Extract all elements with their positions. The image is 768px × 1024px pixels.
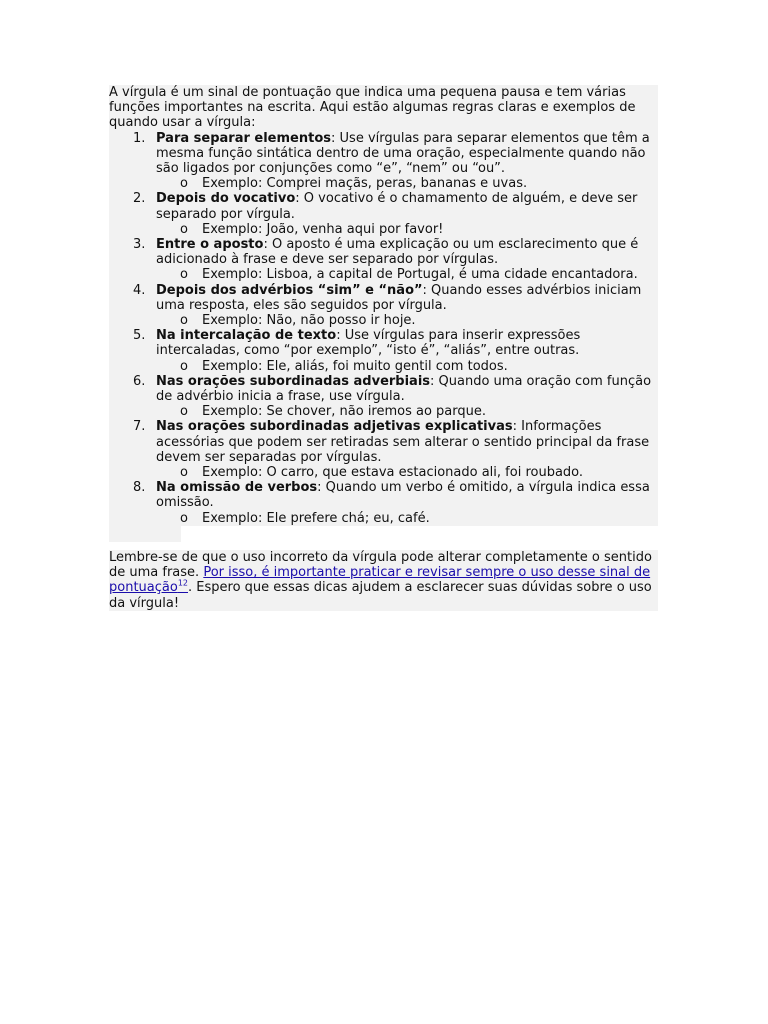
list-item: [109, 237, 658, 283]
rule-text: : Quando uma oração com função de advérbio inicia a frase, use vírgula.: [156, 373, 652, 405]
rule-title: Para separar elementos: [156, 130, 332, 146]
rule-title: Na omissão de verbos: [156, 480, 318, 496]
list-number: 2.: [133, 191, 146, 207]
list-number: 4.: [133, 282, 146, 298]
paragraph-gap: [109, 542, 658, 550]
example-line: [109, 511, 658, 526]
reference-superscript: 12: [177, 578, 189, 588]
bullet-icon: o: [180, 465, 188, 481]
example-text: Exemplo: O carro, que estava estacionado ali, foi roubado.: [202, 465, 584, 481]
example-line: [109, 359, 658, 374]
bullet-icon: o: [180, 313, 188, 329]
rule-title: Nas orações subordinadas adverbiais: [156, 373, 431, 389]
rule-text: : O vocativo é o chamamento de alguém, e deve ser separado por vírgula.: [156, 191, 638, 222]
rule-title: Na intercalação de texto: [156, 328, 337, 344]
example-line: [109, 176, 658, 191]
closing-paragraph: [109, 550, 658, 611]
bullet-icon: o: [180, 358, 188, 374]
bullet-icon: o: [180, 221, 188, 237]
list-item: [109, 419, 658, 480]
list-item: [109, 191, 658, 237]
bullet-icon: o: [180, 176, 188, 192]
intro-paragraph: A vírgula é um sinal de pontuação que indica uma pequena pausa e tem várias funções importantes na escrita. Aqui estão algumas regras claras e exemplos de quando usar a vírgula:: [109, 85, 658, 131]
example-line: [109, 404, 658, 419]
rule-title: Nas orações subordinadas adjetivas explicativas: [156, 419, 513, 435]
example-text: Exemplo: Ele, aliás, foi muito gentil com todos.: [202, 358, 508, 374]
rule-text: : Use vírgulas para separar elementos que têm a mesma função sintática dentro de uma oração, especialmente quando não são ligados por conjunções como “e”, “nem” ou “ou”.: [156, 130, 650, 177]
list-item: [109, 131, 658, 192]
bullet-icon: o: [180, 267, 188, 283]
list-number: 3.: [133, 237, 146, 253]
example-text: Exemplo: Lisboa, a capital de Portugal, é uma cidade encantadora.: [202, 267, 638, 283]
bullet-icon: o: [180, 510, 188, 526]
closing-text-before: Lembre-se de que o uso incorreto da vírgula pode alterar completamente o sentido de uma frase.: [109, 549, 652, 581]
document-body: [109, 85, 658, 611]
reference-link-text: Por isso, é importante praticar e revisar sempre o uso desse sinal de pontuação: [109, 565, 651, 596]
example-text: Exemplo: Ele prefere chá; eu, café.: [202, 510, 430, 526]
list-number: 6.: [133, 373, 146, 389]
list-number: 7.: [133, 419, 146, 435]
example-line: [109, 222, 658, 237]
example-text: Exemplo: Não, não posso ir hoje.: [202, 313, 416, 329]
list-item: [109, 374, 658, 420]
example-text: Exemplo: João, venha aqui por favor!: [202, 221, 444, 237]
rule-text: : Use vírgulas para inserir expressões intercaladas, como “por exemplo”, “isto é”, “aliás”, entre outras.: [156, 328, 581, 359]
bullet-icon: o: [180, 404, 188, 420]
spacer-shade: [109, 526, 181, 542]
rule-text: : Quando um verbo é omitido, a vírgula indica essa omissão.: [156, 480, 650, 511]
list-item: [109, 328, 658, 374]
rules-list: [109, 131, 658, 526]
rule-title: Depois dos advérbios “sim” e “não”: [156, 282, 423, 298]
example-line: [109, 267, 658, 282]
example-line: [109, 313, 658, 328]
closing-text-after: . Espero que essas dicas ajudem a esclarecer suas dúvidas sobre o uso da vírgula!: [109, 580, 652, 611]
list-number: 8.: [133, 480, 146, 496]
rule-title: Depois do vocativo: [156, 191, 296, 207]
list-spacer: [109, 526, 658, 542]
rule-text: : O aposto é uma explicação ou um esclarecimento que é adicionado à frase e deve ser separado por vírgulas.: [156, 237, 639, 268]
example-text: Exemplo: Se chover, não iremos ao parque.: [202, 404, 487, 420]
list-item: [109, 283, 658, 329]
rule-text: : Informações acessórias que podem ser retiradas sem alterar o sentido principal da frase devem ser separadas por vírgulas.: [156, 419, 650, 465]
list-number: 1.: [133, 130, 146, 146]
example-text: Exemplo: Comprei maçãs, peras, bananas e uvas.: [202, 176, 528, 192]
rule-title: Entre o aposto: [156, 237, 264, 253]
list-number: 5.: [133, 328, 146, 344]
example-line: [109, 465, 658, 480]
rule-text: : Quando esses advérbios iniciam uma resposta, eles são seguidos por vírgula.: [156, 282, 642, 313]
list-item: [109, 480, 658, 526]
